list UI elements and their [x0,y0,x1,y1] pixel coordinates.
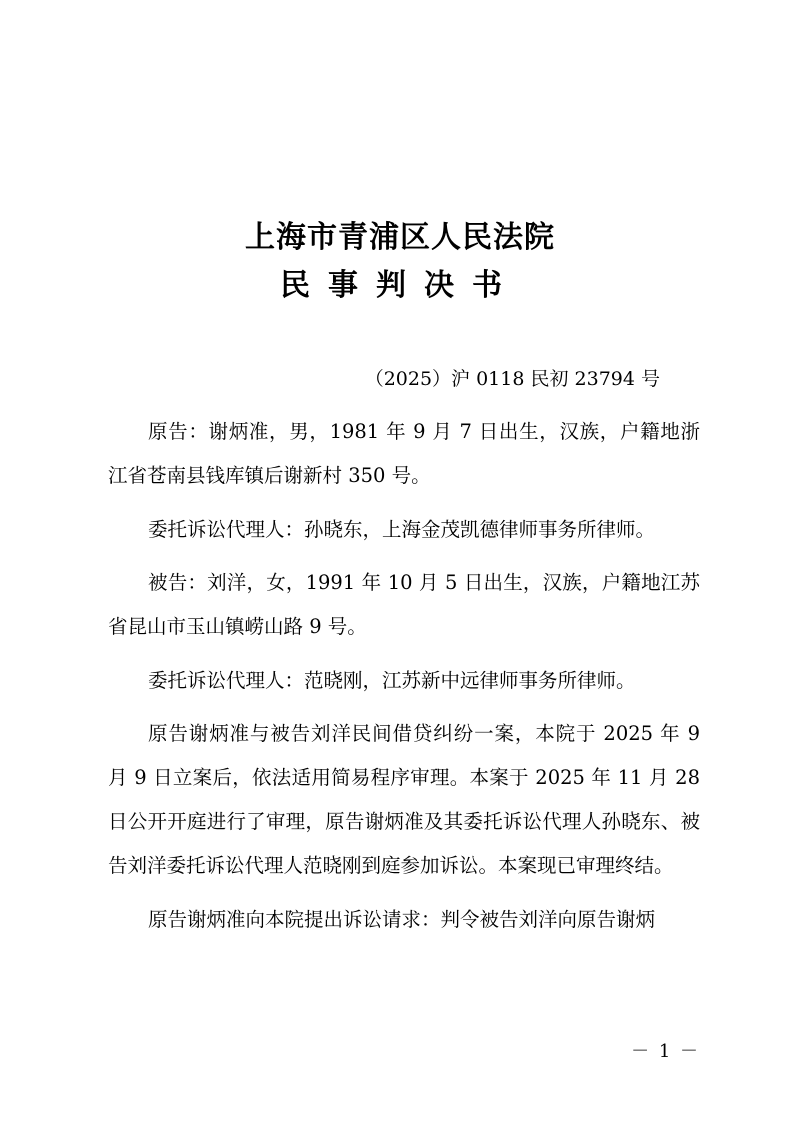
page-number: － 1 － [631,1041,700,1062]
court-name: 上海市青浦区人民法院 [245,220,555,255]
document-type-title: 民事判决书 [280,268,520,303]
defendant-agent-paragraph: 委托诉讼代理人：范晓刚，江苏新中远律师事务所律师。 [148,668,636,692]
plaintiff-agent-paragraph: 委托诉讼代理人：孙晓东，上海金茂凯德律师事务所律师。 [148,517,656,541]
case-number: （2025）沪 0118 民初 23794 号 [364,368,660,390]
plaintiff-info-paragraph: 原告：谢炳准，男，1981 年 9 月 7 日出生，汉族，户籍地浙江省苍南县钱库镇后谢新村 350 号。 [108,420,700,487]
defendant-info-paragraph: 被告：刘洋，女，1991 年 10 月 5 日出生，汉族，户籍地江苏省昆山市玉山镇崂山路 9 号。 [108,571,700,638]
case-procedure-paragraph: 原告谢炳准与被告刘洋民间借贷纠纷一案，本院于 2025 年 9 月 9 日立案后，依法适用简易程序审理。本案于 2025 年 11 月 28 日公开开庭进行了审理，原告谢炳准及其委托诉讼代理人孙晓东、被告刘洋委托诉讼代理人范晓刚到庭参加诉讼。本案现已审理终结。 [108,722,700,877]
claims-paragraph: 原告谢炳准向本院提出诉讼请求：判令被告刘洋向原告谢炳 [148,907,656,931]
judgment-body [108,410,700,951]
